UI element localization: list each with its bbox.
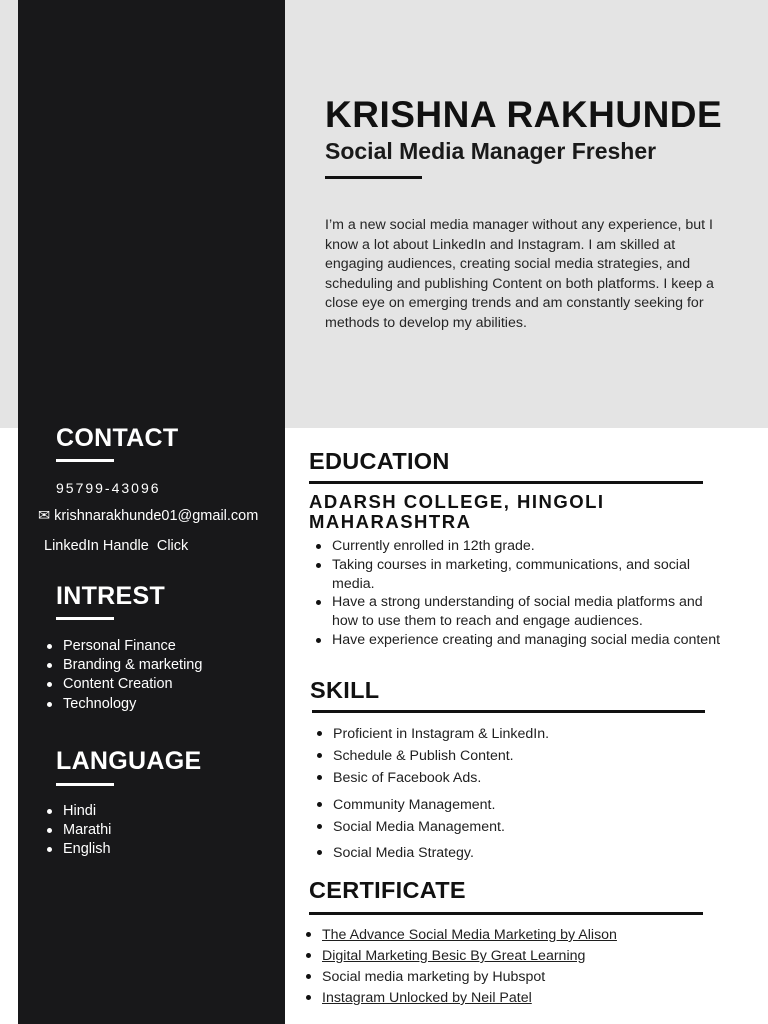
certificate-label[interactable]: The Advance Social Media Marketing by Alison bbox=[322, 927, 617, 943]
list-item: Community Management. bbox=[333, 795, 723, 817]
role-divider bbox=[325, 176, 422, 179]
contact-heading: CONTACT bbox=[56, 424, 179, 452]
phone-number: 95799-43096 bbox=[56, 480, 161, 496]
skill-divider bbox=[312, 710, 705, 713]
list-item: Besic of Facebook Ads. bbox=[333, 768, 723, 790]
list-item: Have a strong understanding of social media platforms and how to use them to reach and engage audiences. bbox=[332, 593, 732, 631]
email-link[interactable]: ✉ krishnarakhunde01@gmail.com bbox=[38, 508, 259, 524]
list-item: Hindi bbox=[63, 802, 111, 821]
language-divider bbox=[56, 783, 114, 786]
education-heading: EDUCATION bbox=[309, 448, 450, 474]
language-heading: LANGUAGE bbox=[56, 747, 202, 775]
certificate-link-great-learning[interactable] bbox=[322, 946, 742, 967]
certificate-label[interactable]: Digital Marketing Besic By Great Learning bbox=[322, 948, 586, 964]
certificate-list bbox=[322, 925, 742, 1009]
list-item: Marathi bbox=[63, 821, 111, 840]
education-divider bbox=[309, 481, 703, 484]
certificate-link-neil-patel[interactable] bbox=[322, 988, 742, 1009]
college-name-line2: MAHARASHTRA bbox=[309, 510, 472, 532]
list-item: Social Media Management. bbox=[333, 817, 723, 839]
right-margin-strip bbox=[757, 0, 768, 428]
list-item: Have experience creating and managing social media content bbox=[332, 631, 732, 650]
college-name bbox=[309, 492, 605, 531]
left-margin-strip bbox=[0, 0, 18, 428]
certificate-link-alison[interactable] bbox=[322, 925, 742, 946]
list-item: English bbox=[63, 840, 111, 859]
certificate-item-hubspot bbox=[322, 967, 742, 988]
certificate-label[interactable]: Instagram Unlocked by Neil Patel bbox=[322, 990, 532, 1006]
interest-list bbox=[63, 637, 202, 714]
certificate-label: Social media marketing by Hubspot bbox=[322, 969, 546, 985]
language-list bbox=[63, 802, 111, 860]
list-item: Proficient in Instagram & LinkedIn. bbox=[333, 724, 723, 746]
certificate-divider bbox=[309, 912, 703, 915]
skill-heading: SKILL bbox=[310, 677, 380, 703]
candidate-role: Social Media Manager Fresher bbox=[325, 138, 657, 164]
candidate-name: KRISHNA RAKHUNDE bbox=[325, 94, 723, 135]
linkedin-link[interactable]: LinkedIn Handle Click bbox=[44, 538, 189, 554]
certificate-heading: CERTIFICATE bbox=[309, 877, 466, 903]
list-item: Content Creation bbox=[63, 675, 202, 694]
list-item: Branding & marketing bbox=[63, 656, 202, 675]
list-item: Currently enrolled in 12th grade. bbox=[332, 537, 732, 556]
list-item: Technology bbox=[63, 695, 202, 714]
interest-divider bbox=[56, 617, 114, 620]
profile-summary: I’m a new social media manager without any experience, but I know a lot about LinkedIn and Instagram. I am skilled at engaging audiences, creating social media strategies, and scheduling and publishing Content on both platforms. I keep a close eye on emerging trends and am constantly seeking for methods to develop my abilities. bbox=[325, 217, 714, 331]
list-item: Taking courses in marketing, communications, and social media. bbox=[332, 556, 732, 594]
list-item: Personal Finance bbox=[63, 637, 202, 656]
skill-list bbox=[333, 724, 723, 865]
interest-heading: INTREST bbox=[56, 582, 166, 610]
list-item: Social Media Strategy. bbox=[333, 843, 723, 865]
list-item: Schedule & Publish Content. bbox=[333, 746, 723, 768]
contact-divider bbox=[56, 459, 114, 462]
college-name-line1: ADARSH COLLEGE, HINGOLI bbox=[309, 491, 605, 512]
education-list bbox=[332, 537, 732, 650]
